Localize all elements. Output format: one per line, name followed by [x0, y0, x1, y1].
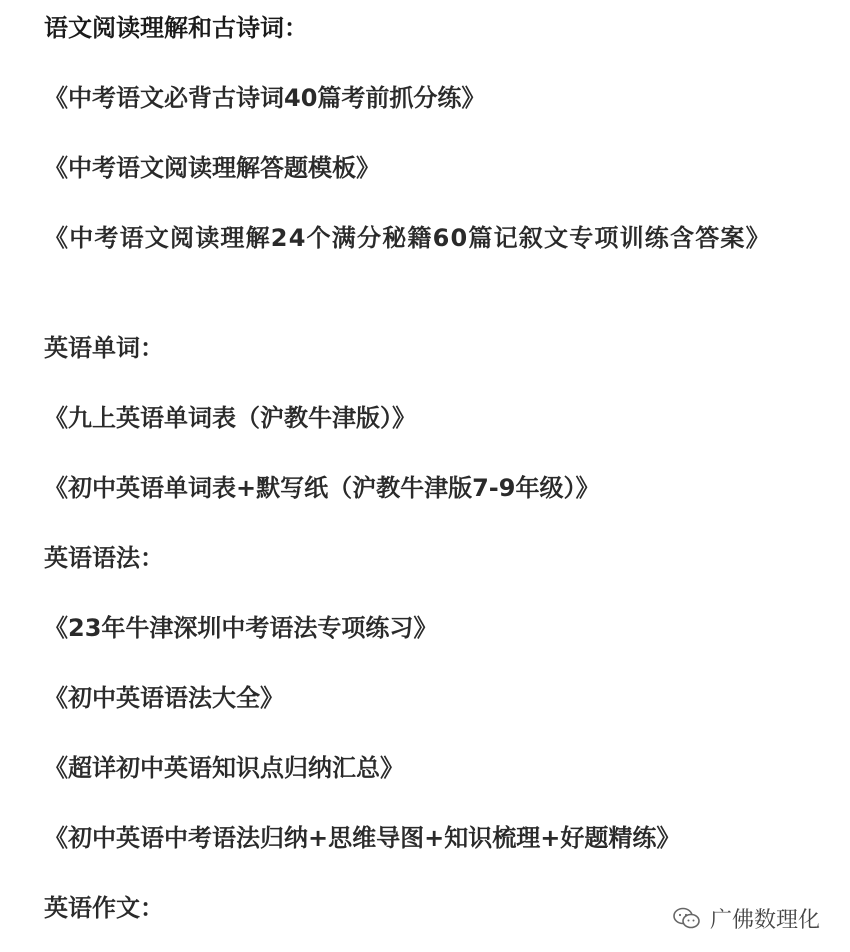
list-item: 《中考语文必背古诗词40篇考前抓分练》 — [44, 84, 486, 112]
page-title: 语文阅读理解和古诗词： — [44, 14, 308, 42]
list-item: 《初中英语中考语法归纳+思维导图+知识梳理+好题精练》 — [44, 824, 681, 852]
list-item: 《超详初中英语知识点归纳汇总》 — [44, 754, 404, 782]
list-item: 《初中英语单词表+默写纸（沪教牛津版7-9年级）》 — [44, 474, 600, 502]
section-heading: 英语单词： — [44, 334, 164, 362]
list-item: 《中考语文阅读理解答题模板》 — [44, 154, 380, 182]
watermark — [672, 903, 820, 934]
section-heading: 英语语法： — [44, 544, 164, 572]
list-item: 《九上英语单词表（沪教牛津版）》 — [44, 404, 416, 432]
list-item: 《中考语文阅读理解24个满分秘籍60篇记叙文专项训练含答案》 — [44, 224, 771, 252]
list-item: 《初中英语语法大全》 — [44, 684, 284, 712]
section-heading: 英语作文： — [44, 894, 164, 922]
list-item: 《23年牛津深圳中考语法专项练习》 — [44, 614, 438, 642]
wechat-icon — [672, 906, 702, 932]
watermark-text: 广佛数理化 — [709, 908, 820, 933]
